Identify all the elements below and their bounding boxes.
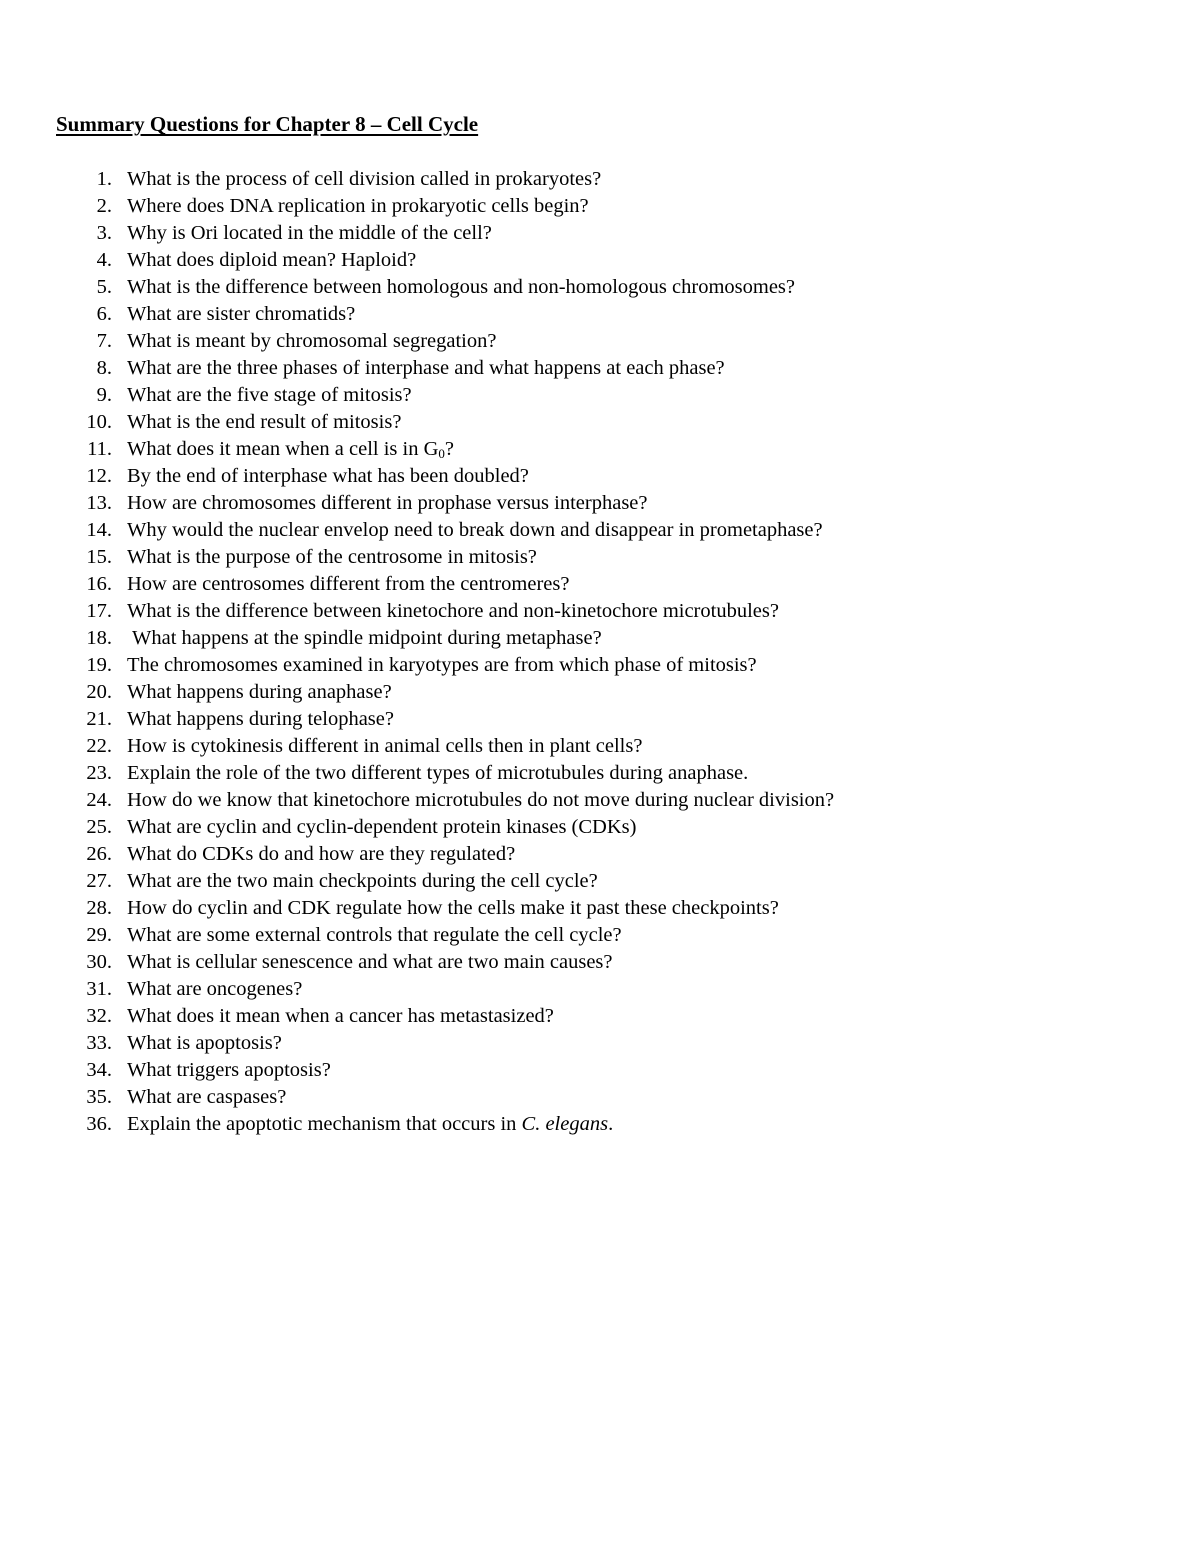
question-text xyxy=(127,436,454,463)
question-number: 23. xyxy=(86,762,112,784)
question-number: 21. xyxy=(86,708,112,730)
question-text: What happens during telophase? xyxy=(127,708,394,730)
question-number: 17. xyxy=(86,600,112,622)
question-text: Why is Ori located in the middle of the cell? xyxy=(127,222,492,244)
question-text: Why would the nuclear envelop need to break down and disappear in prometaphase? xyxy=(127,519,823,541)
question-number: 15. xyxy=(86,546,112,568)
question-number: 20. xyxy=(86,681,112,703)
subscript: 0 xyxy=(438,446,445,461)
question-text: What happens during anaphase? xyxy=(127,681,392,703)
question-text: What does diploid mean? Haploid? xyxy=(127,249,417,271)
question-text: What is the purpose of the centrosome in mitosis? xyxy=(127,546,537,568)
question-text: What are the two main checkpoints during the cell cycle? xyxy=(127,870,598,892)
question-number: 36. xyxy=(86,1113,112,1135)
question-number: 25. xyxy=(86,816,112,838)
question-number: 28. xyxy=(86,897,112,919)
question-text: What are the three phases of interphase and what happens at each phase? xyxy=(127,357,725,379)
question-number: 2. xyxy=(96,195,112,217)
question-number: 31. xyxy=(86,978,112,1000)
question-text: Explain the role of the two different types of microtubules during anaphase. xyxy=(127,762,749,784)
question-number: 8. xyxy=(96,357,112,379)
question-text: What are the five stage of mitosis? xyxy=(127,384,412,406)
page-title: Summary Questions for Chapter 8 – Cell Cycle xyxy=(56,112,479,136)
question-number: 12. xyxy=(86,465,112,487)
question-number: 7. xyxy=(96,330,112,352)
question-text: What triggers apoptosis? xyxy=(127,1059,331,1081)
question-number: 19. xyxy=(86,654,112,676)
question-text-part: Explain the apoptotic mechanism that occurs in xyxy=(127,1113,522,1135)
question-number: 16. xyxy=(86,573,112,595)
question-text: Where does DNA replication in prokaryotic cells begin? xyxy=(127,195,589,217)
italic-species-name: C. elegans xyxy=(521,1113,609,1135)
question-number: 33. xyxy=(86,1032,112,1054)
question-number: 4. xyxy=(96,249,112,271)
question-text: What is the difference between homologous and non-homologous chromosomes? xyxy=(127,276,795,298)
question-number: 22. xyxy=(86,735,112,757)
question-text: What is cellular senescence and what are two main causes? xyxy=(127,951,613,973)
question-text: What is the process of cell division called in prokaryotes? xyxy=(127,168,602,190)
question-text: What do CDKs do and how are they regulated? xyxy=(127,843,516,865)
question-number: 11. xyxy=(87,438,112,460)
question-text: What are some external controls that regulate the cell cycle? xyxy=(127,924,622,946)
question-number: 1. xyxy=(96,168,112,190)
question-number: 30. xyxy=(86,951,112,973)
question-text: What is meant by chromosomal segregation? xyxy=(127,330,497,352)
question-number: 10. xyxy=(86,411,112,433)
question-text xyxy=(127,1111,613,1138)
question-text: How do we know that kinetochore microtubules do not move during nuclear division? xyxy=(127,789,835,811)
question-text: How are centrosomes different from the centromeres? xyxy=(127,573,570,595)
question-number: 34. xyxy=(86,1059,112,1081)
question-text-part: What does it mean when a cell is in G xyxy=(127,438,439,460)
question-number: 18. xyxy=(86,627,112,649)
question-text: What is the end result of mitosis? xyxy=(127,411,402,433)
question-text: How do cyclin and CDK regulate how the cells make it past these checkpoints? xyxy=(127,897,779,919)
question-number: 24. xyxy=(86,789,112,811)
question-text: What happens at the spindle midpoint during metaphase? xyxy=(132,627,602,649)
question-text: What are cyclin and cyclin-dependent protein kinases (CDKs) xyxy=(127,816,637,838)
question-text: What is apoptosis? xyxy=(127,1032,282,1054)
question-number: 5. xyxy=(96,276,112,298)
question-number: 35. xyxy=(86,1086,112,1108)
question-number: 6. xyxy=(96,303,112,325)
question-number: 32. xyxy=(86,1005,112,1027)
question-number: 29. xyxy=(86,924,112,946)
question-number: 14. xyxy=(86,519,112,541)
question-text: By the end of interphase what has been doubled? xyxy=(127,465,529,487)
question-number: 27. xyxy=(86,870,112,892)
question-text: What are caspases? xyxy=(127,1086,287,1108)
question-number: 9. xyxy=(96,384,112,406)
question-number: 3. xyxy=(96,222,112,244)
question-text: What are oncogenes? xyxy=(127,978,303,1000)
question-text: What are sister chromatids? xyxy=(127,303,356,325)
question-number: 26. xyxy=(86,843,112,865)
question-text: How are chromosomes different in prophase versus interphase? xyxy=(127,492,648,514)
question-text: The chromosomes examined in karyotypes are from which phase of mitosis? xyxy=(127,654,757,676)
question-number: 13. xyxy=(86,492,112,514)
question-text: How is cytokinesis different in animal cells then in plant cells? xyxy=(127,735,643,757)
question-text-part: . xyxy=(608,1113,614,1135)
question-text: What is the difference between kinetochore and non-kinetochore microtubules? xyxy=(127,600,779,622)
question-text-part: ? xyxy=(444,438,455,460)
question-text: What does it mean when a cancer has metastasized? xyxy=(127,1005,554,1027)
